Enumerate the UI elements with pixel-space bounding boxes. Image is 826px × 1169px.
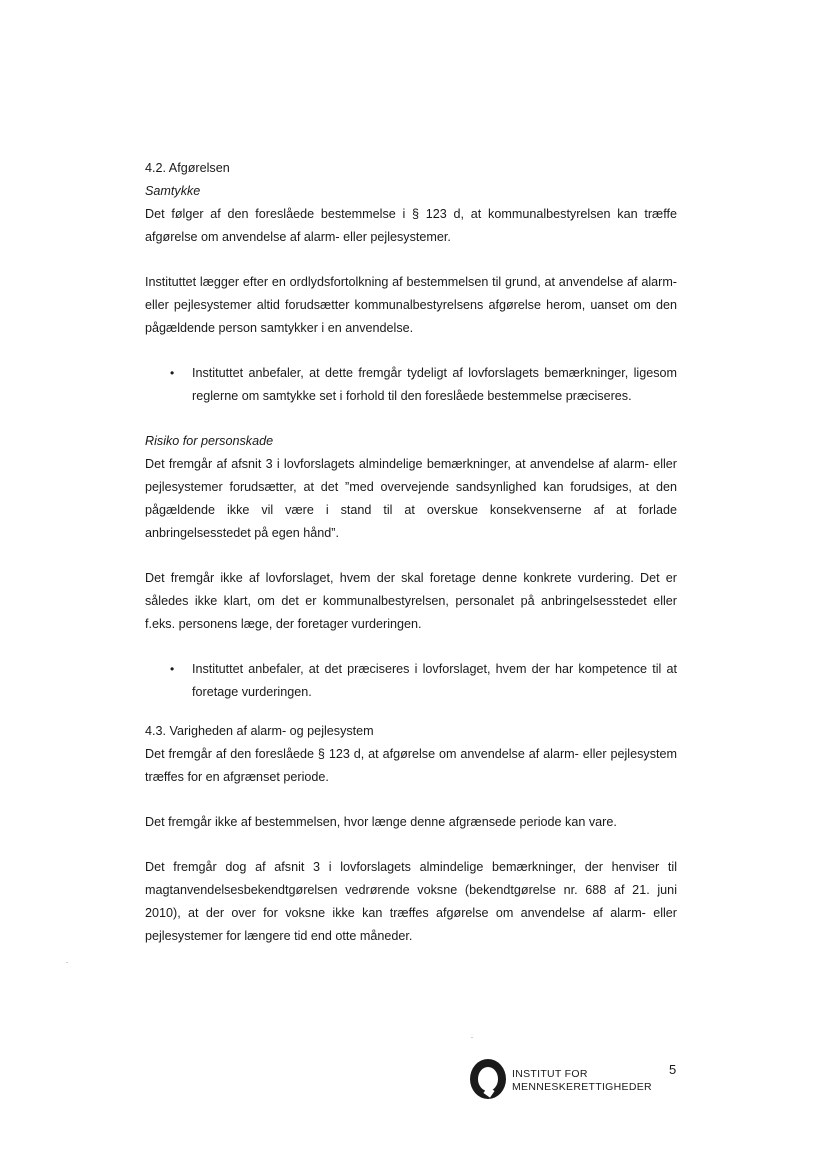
paragraph: Det fremgår ikke af bestemmelsen, hvor længe denne afgrænsede periode kan vare. (145, 815, 617, 829)
paragraph: Instituttet lægger efter en ordlydsfortolkning af bestemmelsen til grund, at anvendelse af alarm- eller pejlesystemer altid forudsætter kommunalbestyrelsens afgørelse herom, uanset om den pågældende person samtykker i en anvendelse. (145, 275, 677, 335)
section-heading-4-3: 4.3. Varigheden af alarm- og pejlesystem (145, 724, 374, 738)
paragraph: Det fremgår ikke af lovforslaget, hvem der skal foretage denne konkrete vurdering. Det er således ikke klart, om det er kommunalbestyrelsen, personalet på anbringelsesstedet eller f.eks. personens læge, der foretager vurderingen. (145, 571, 677, 631)
page-number: 5 (669, 1062, 677, 1077)
paragraph: Det fremgår dog af afsnit 3 i lovforslagets almindelige bemærkninger, der henviser til magtanvendelsesbekendtgørelsen vedrørende voksne (bekendtgørelse nr. 688 af 21. juni 2010), at der over for voksne ikke kan træffes afgørelse om anvendelse af alarm- eller pejlesystemer for længere tid end otte måneder. (145, 860, 677, 943)
bullet-icon: • (170, 366, 175, 380)
paragraph: Det følger af den foreslåede bestemmelse i § 123 d, at kommunalbestyrelsen kan træffe afgørelse om anvendelse af alarm- eller pejlesystemer. (145, 207, 677, 244)
paragraph: Det fremgår af den foreslåede § 123 d, at afgørelse om anvendelse af alarm- eller pejlesystem træffes for en afgrænset periode. (145, 747, 677, 784)
bullet-recommendation (145, 362, 677, 408)
paragraph: Det fremgår af afsnit 3 i lovforslagets almindelige bemærkninger, at anvendelse af alarm- eller pejlesystemer forudsætter, at det ”med overvejende sandsynlighed kan forudsiges, at den pågældende ikke vil være i stand til at overskue konsekvenserne af at forlade anbringelsesstedet på egen hånd”. (145, 457, 677, 540)
bullet-text: Instituttet anbefaler, at det præciseres i lovforslaget, hvem der har kompetence til at foretage vurderingen. (192, 662, 677, 699)
bullet-recommendation (145, 658, 677, 704)
bullet-icon: • (170, 662, 175, 676)
section-heading-4-2: 4.2. Afgørelsen (145, 161, 230, 175)
logo-line-2: MENNESKERETTIGHEDER (512, 1081, 652, 1093)
logo-wordmark (512, 1068, 652, 1094)
logo-line-1: INSTITUT FOR (512, 1068, 588, 1080)
bullet-text: Instituttet anbefaler, at dette fremgår tydeligt af lovforslagets bemærkninger, ligesom reglerne om samtykke set i forhold til den foreslåede bestemmelse præciseres. (192, 366, 677, 403)
institute-logo (470, 1058, 670, 1098)
page-body (145, 157, 677, 948)
subheading-risiko: Risiko for personskade (145, 434, 274, 448)
subheading-samtykke: Samtykke (145, 184, 201, 198)
